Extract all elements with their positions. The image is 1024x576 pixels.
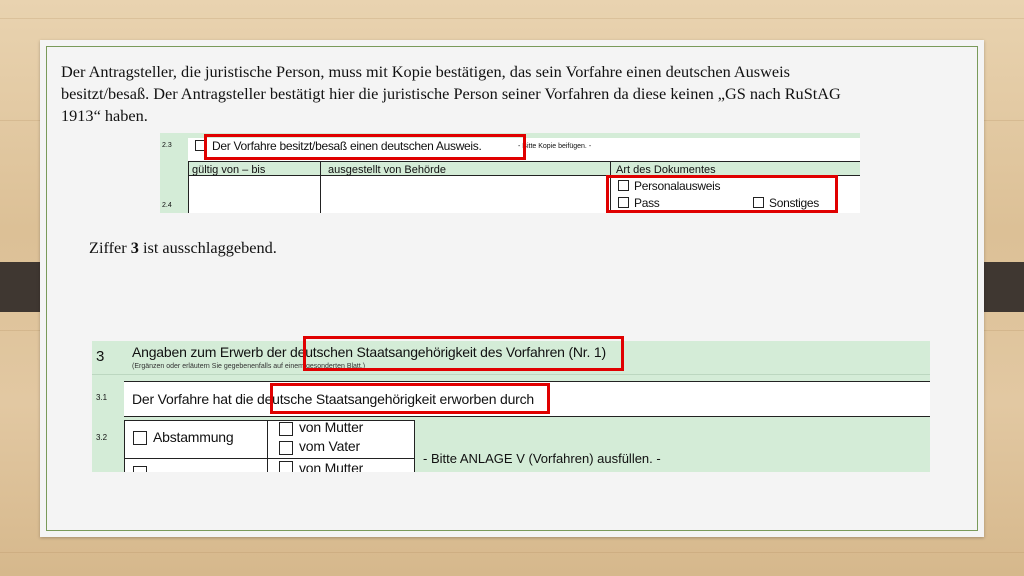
- ziffer-number: 3: [130, 238, 139, 257]
- checkbox-vom-vater[interactable]: [279, 441, 293, 455]
- divider: [188, 161, 860, 162]
- anlage-instruction: - Bitte ANLAGE V (Vorfahren) ausfüllen. -: [423, 451, 661, 466]
- highlight-staatsangehoerigkeit: [303, 336, 624, 371]
- label-ausweis: Der Vorfahre besitzt/besaß einen deutschen Ausweis.: [212, 139, 482, 153]
- wood-grain: [0, 552, 1024, 553]
- divider: [124, 458, 414, 459]
- highlight-dokument: [606, 175, 838, 213]
- option-von-mutter: von Mutter: [299, 419, 364, 435]
- ziffer-note: [89, 238, 277, 258]
- option-personalausweis: Personalausweis: [634, 179, 721, 193]
- checkbox-abstammung[interactable]: [133, 431, 147, 445]
- intro-line-3: 1913“ haben.: [61, 106, 148, 125]
- row-3-2-field: [124, 420, 414, 472]
- row-3-3-clip: [299, 460, 363, 472]
- row-number-3-2: 3.2: [96, 433, 108, 442]
- divider: [124, 420, 125, 472]
- divider: [320, 162, 321, 213]
- option-sonstiges: Sonstiges: [769, 196, 819, 210]
- intro-text: [61, 61, 961, 127]
- divider: [414, 420, 415, 472]
- ziffer-suffix: ist ausschlaggebend.: [138, 238, 277, 257]
- option-pass: Pass: [634, 196, 660, 210]
- col-header-behoerde: ausgestellt von Behörde: [328, 164, 447, 176]
- checkbox-next-row[interactable]: [133, 466, 147, 472]
- option-vom-vater: vom Vater: [299, 438, 360, 454]
- divider: [124, 416, 930, 417]
- intro-line-2: besitzt/besaß. Der Antragsteller bestätigt hier die juristische Person seiner Vorfahren da diese keinen „GS nach RuStAG: [61, 84, 841, 103]
- divider: [92, 374, 930, 375]
- row-number-3-1: 3.1: [96, 393, 108, 402]
- row-3-1-label: Der Vorfahre hat die deutsche Staatsangehörigkeit erworben durch: [132, 391, 535, 407]
- row-number-2-3: 2.3: [162, 142, 172, 149]
- option-abstammung: Abstammung: [153, 429, 234, 445]
- section-number-3: 3: [96, 348, 105, 365]
- divider: [124, 381, 930, 382]
- section-subtitle: (Ergänzen oder erläutern Sie gegebenenfalls auf einem gesonderten Blatt.): [132, 363, 366, 370]
- checkbox-von-mutter-2[interactable]: [279, 461, 293, 472]
- option-von-mutter-2: von Mutter: [299, 460, 364, 472]
- highlight-ausweis: [204, 134, 526, 160]
- ziffer-prefix: Ziffer: [89, 238, 131, 257]
- col-header-dokument: Art des Dokumentes: [616, 164, 716, 176]
- divider: [267, 420, 268, 472]
- col-header-gueltig: gültig von – bis: [192, 164, 266, 176]
- highlight-erworben: [270, 383, 550, 414]
- section-title: Angaben zum Erwerb der deutschen Staatsangehörigkeit des Vorfahren (Nr. 1): [132, 344, 606, 360]
- divider: [188, 162, 189, 213]
- intro-line-1: Der Antragsteller, die juristische Person, muss mit Kopie bestätigen, das sein Vorfahre einen deutschen Ausweis: [61, 62, 790, 81]
- hint-kopie: - Bitte Kopie beifügen. -: [518, 143, 592, 150]
- row-number-2-4: 2.4: [162, 202, 172, 209]
- divider: [124, 420, 414, 421]
- checkbox-von-mutter[interactable]: [279, 422, 293, 436]
- wood-grain: [0, 18, 1024, 19]
